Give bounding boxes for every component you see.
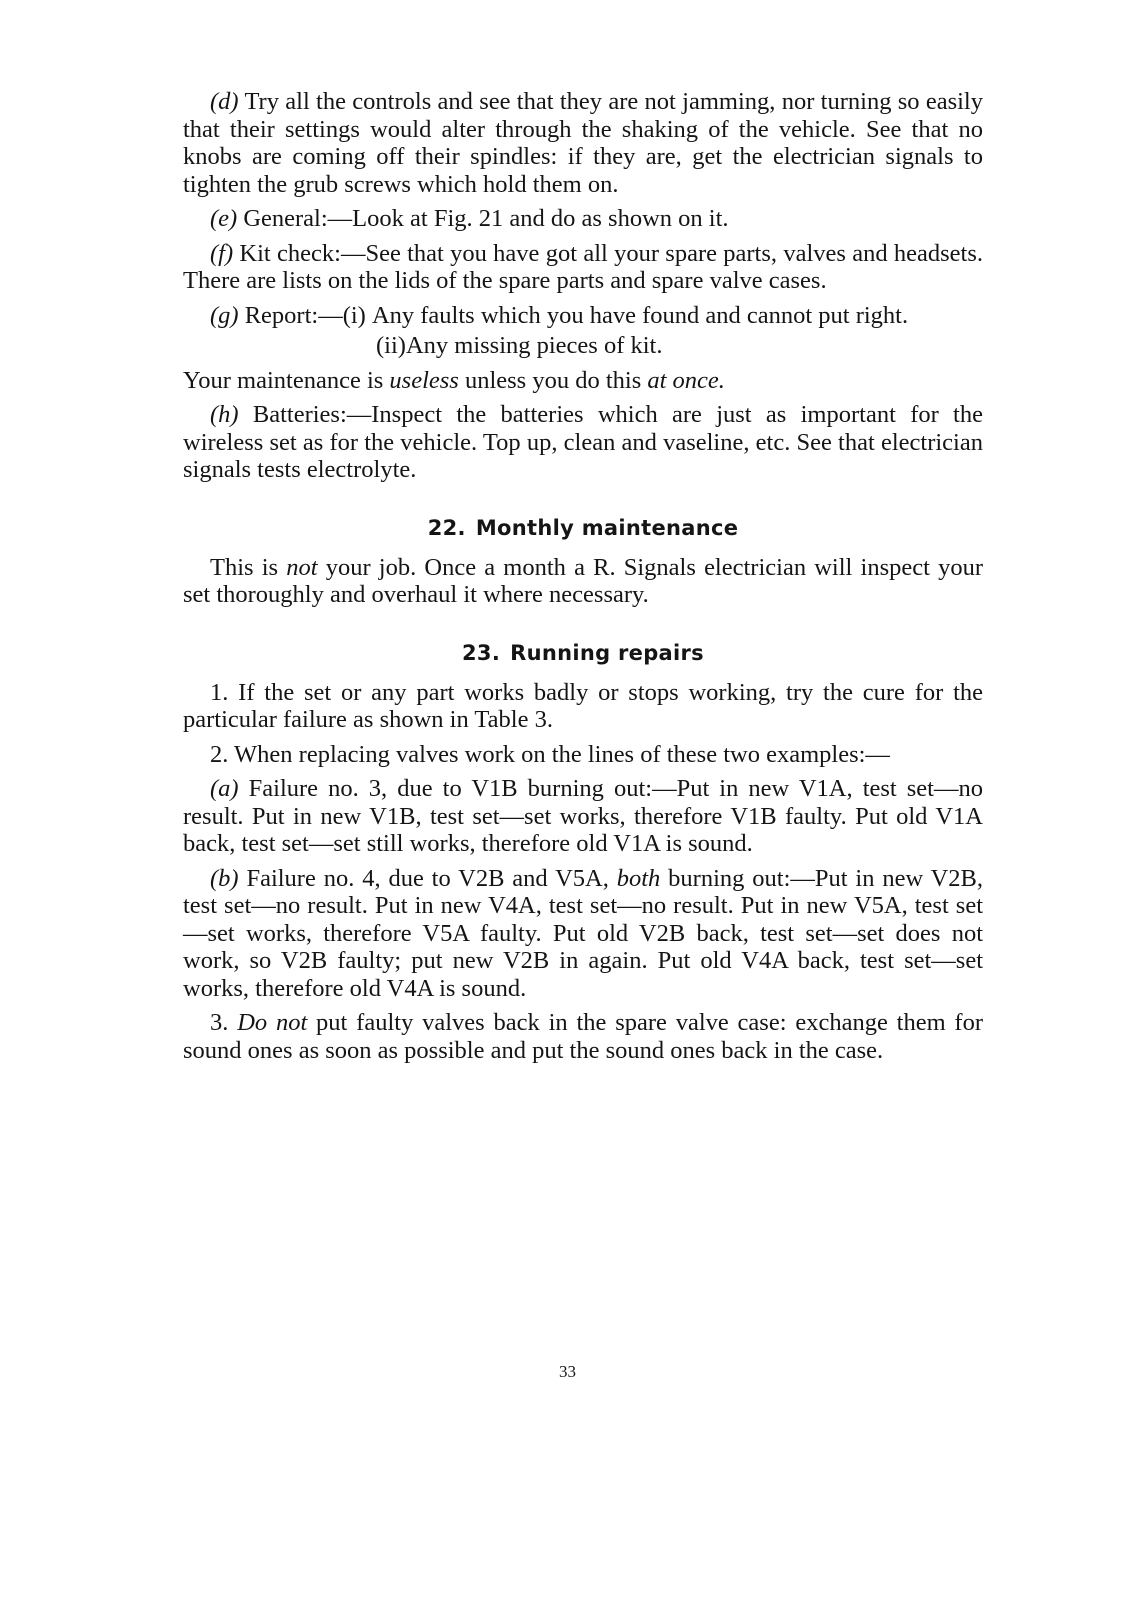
- report-item-2-text: Any missing pieces of kit.: [405, 332, 663, 359]
- label-a: (a): [210, 775, 239, 802]
- warning-middle: unless you do this: [458, 366, 648, 394]
- heading-23-title: Running repairs: [510, 640, 704, 665]
- text-d: Try all the controls and see that they are not jamming, nor turning so easily that their settings would alter through the shaking of the vehicle. See that no knobs are coming off their spindles: if they are, get the electrician signals to tighten the grub screws which hold them on.: [183, 88, 983, 198]
- label-h: (h): [210, 401, 239, 428]
- heading-23-number: 23.: [462, 640, 501, 665]
- document-body: [183, 88, 983, 1064]
- label-f: (f): [210, 239, 234, 267]
- warning-before: Your maintenance is: [183, 366, 390, 394]
- monthly-before: This is: [210, 553, 287, 581]
- label-d: (d): [210, 88, 239, 115]
- heading-22-title: Monthly maintenance: [475, 515, 739, 540]
- text-h: Batteries:—Inspect the batteries which are just as important for the wireless set as for the vehicle. Top up, clean and vaseline, etc. See that electrician signals tests electrolyte.: [183, 401, 983, 483]
- report-item-1: [343, 302, 983, 330]
- section-heading-23: [183, 641, 983, 665]
- report-head: [210, 302, 343, 330]
- text-b-emph-both: both: [616, 864, 661, 892]
- paragraph-d: [183, 88, 983, 198]
- report-items: [343, 302, 983, 330]
- report-head-text: Report:—: [238, 301, 343, 329]
- report-item-2-num: (ii): [376, 332, 406, 359]
- text-b-before: Failure no. 4, due to V2B and V5A,: [238, 864, 617, 892]
- label-e: (e): [210, 205, 238, 232]
- paragraph-g: [183, 302, 983, 360]
- paragraph-f: [183, 240, 983, 295]
- paragraph-repair-2: 2. When replacing valves work on the lines of these two examples:—: [210, 740, 890, 768]
- paragraph-example-a: [183, 775, 983, 858]
- paragraph-repair-3: [183, 1009, 983, 1064]
- paragraph-h: [183, 401, 983, 484]
- page-number: 33: [559, 1362, 576, 1381]
- monthly-emph-not: not: [286, 553, 318, 581]
- repair-3-num: 3.: [210, 1009, 238, 1036]
- report-row: [183, 302, 983, 330]
- text-f: Kit check:—See that you have got all your spare parts, valves and headsets. There are lists on the lids of the spare parts and spare valve cases.: [183, 239, 983, 294]
- paragraph-example-b: [183, 865, 983, 1003]
- section-heading-22: [183, 516, 983, 540]
- repair-3-after: put faulty valves back in the spare valve case: exchange them for sound ones as soon as possible and put the sound ones back in the case.: [183, 1009, 984, 1064]
- label-g: (g): [210, 301, 239, 329]
- paragraph-e: [183, 205, 983, 233]
- heading-22-number: 22.: [427, 515, 466, 540]
- paragraph-repair-1: 1. If the set or any part works badly or stops working, try the cure for the particular failure as shown in Table 3.: [183, 678, 983, 733]
- text-a: Failure no. 3, due to V1B burning out:—Put in new V1A, test set—no result. Put in new V1B, test set—set works, therefore V1B faulty. Put old V1A back, test set—set still works, therefore old V1A is sound.: [183, 775, 983, 857]
- report-item-1-num: (i): [342, 301, 372, 329]
- warning-emph-useless: useless: [389, 366, 459, 394]
- report-item-2: [376, 332, 983, 360]
- paragraph-monthly: [183, 554, 983, 609]
- text-b-after: burning out:—Put in new V2B, test set—no result. Put in new V4A, test set—no result. Put in new V5A, test set—set works, therefore V5A faulty. Put old V2B back, test set—set does not work, so V2B faulty; put new V2B in again. Put old V4A back, test set—set works, therefore old V4A is sound.: [183, 864, 983, 1002]
- maintenance-warning: [183, 367, 983, 395]
- text-e: General:—Look at Fig. 21 and do as shown on it.: [237, 205, 729, 232]
- label-b: (b): [210, 864, 239, 892]
- warning-emph-at-once: at once.: [647, 366, 725, 394]
- repair-3-emph: Do not: [237, 1009, 308, 1036]
- monthly-after: your job. Once a month a R. Signals electrician will inspect your set thoroughly and overhaul it where necessary.: [183, 553, 983, 608]
- report-item-1-text: Any faults which you have found and cannot put right.: [371, 301, 909, 329]
